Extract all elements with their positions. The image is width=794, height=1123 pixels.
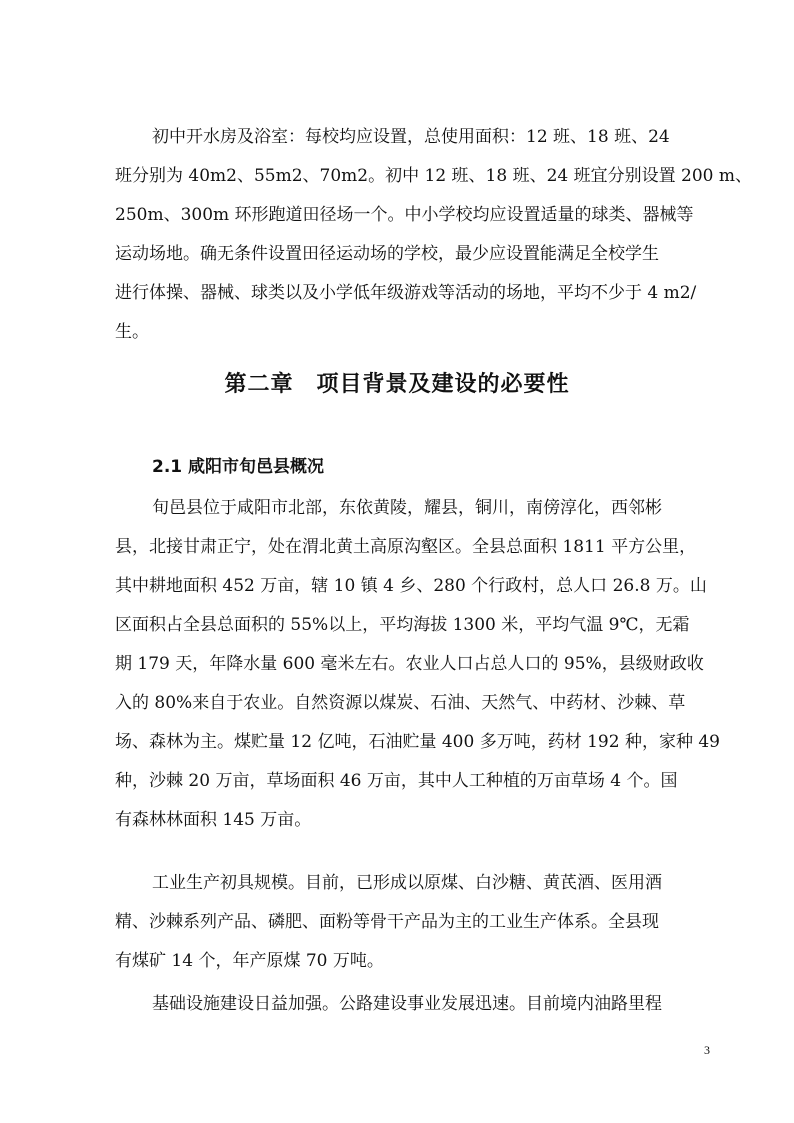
- text-line: 旬邑县位于咸阳市北部，东依黄陵，耀县，铜川，南傍淳化，西邻彬: [152, 498, 662, 518]
- text-line: 入的 80%来自于农业。自然资源以煤炭、石油、天然气、中药材、沙棘、草: [115, 693, 686, 713]
- page-number: 3: [704, 1043, 710, 1057]
- text-line: 有森林林面积 145 万亩。: [115, 810, 312, 830]
- text-line: 生。: [115, 322, 149, 342]
- text-line: 期 179 天，年降水量 600 毫米左右。农业人口占总人口的 95%，县级财政收: [115, 654, 704, 674]
- text-line: 场、森林为主。煤贮量 12 亿吨，石油贮量 400 多万吨，药材 192 种，家种 49: [115, 732, 720, 752]
- section-heading: 2.1 咸阳市旬邑县概况: [152, 457, 325, 477]
- text-line: 区面积占全县总面积的 55%以上，平均海拔 1300 米，平均气温 9℃，无霜: [115, 615, 690, 635]
- text-line: 初中开水房及浴室：每校均应设置，总使用面积：12 班、18 班、24: [152, 127, 670, 147]
- text-line: 其中耕地面积 452 万亩，辖 10 镇 4 乡、280 个行政村，总人口 26.8 万。山: [115, 576, 707, 596]
- text-line: 种，沙棘 20 万亩，草场面积 46 万亩，其中人工种植的万亩草场 4 个。国: [115, 771, 678, 791]
- text-line: 进行体操、器械、球类以及小学低年级游戏等活动的场地，平均不少于 4 m2/: [115, 283, 697, 303]
- chapter-heading: 第二章 项目背景及建设的必要性: [224, 372, 570, 397]
- text-line: 精、沙棘系列产品、磷肥、面粉等骨干产品为主的工业生产体系。全县现: [115, 912, 659, 932]
- text-line: 班分别为 40m2、55m2、70m2。初中 12 班、18 班、24 班宜分别设置 200 m、: [115, 166, 752, 186]
- text-line: 工业生产初具规模。目前，已形成以原煤、白沙糖、黄芪酒、医用酒: [152, 873, 662, 893]
- text-line: 250m、300m 环形跑道田径场一个。中小学校均应设置适量的球类、器械等: [115, 205, 694, 225]
- text-line: 基础设施建设日益加强。公路建设事业发展迅速。目前境内油路里程: [152, 994, 662, 1014]
- text-line: 县，北接甘肃正宁，处在渭北黄土高原沟壑区。全县总面积 1811 平方公里，: [115, 537, 697, 557]
- text-line: 有煤矿 14 个，年产原煤 70 万吨。: [115, 951, 384, 971]
- text-line: 运动场地。确无条件设置田径运动场的学校，最少应设置能满足全校学生: [115, 244, 659, 264]
